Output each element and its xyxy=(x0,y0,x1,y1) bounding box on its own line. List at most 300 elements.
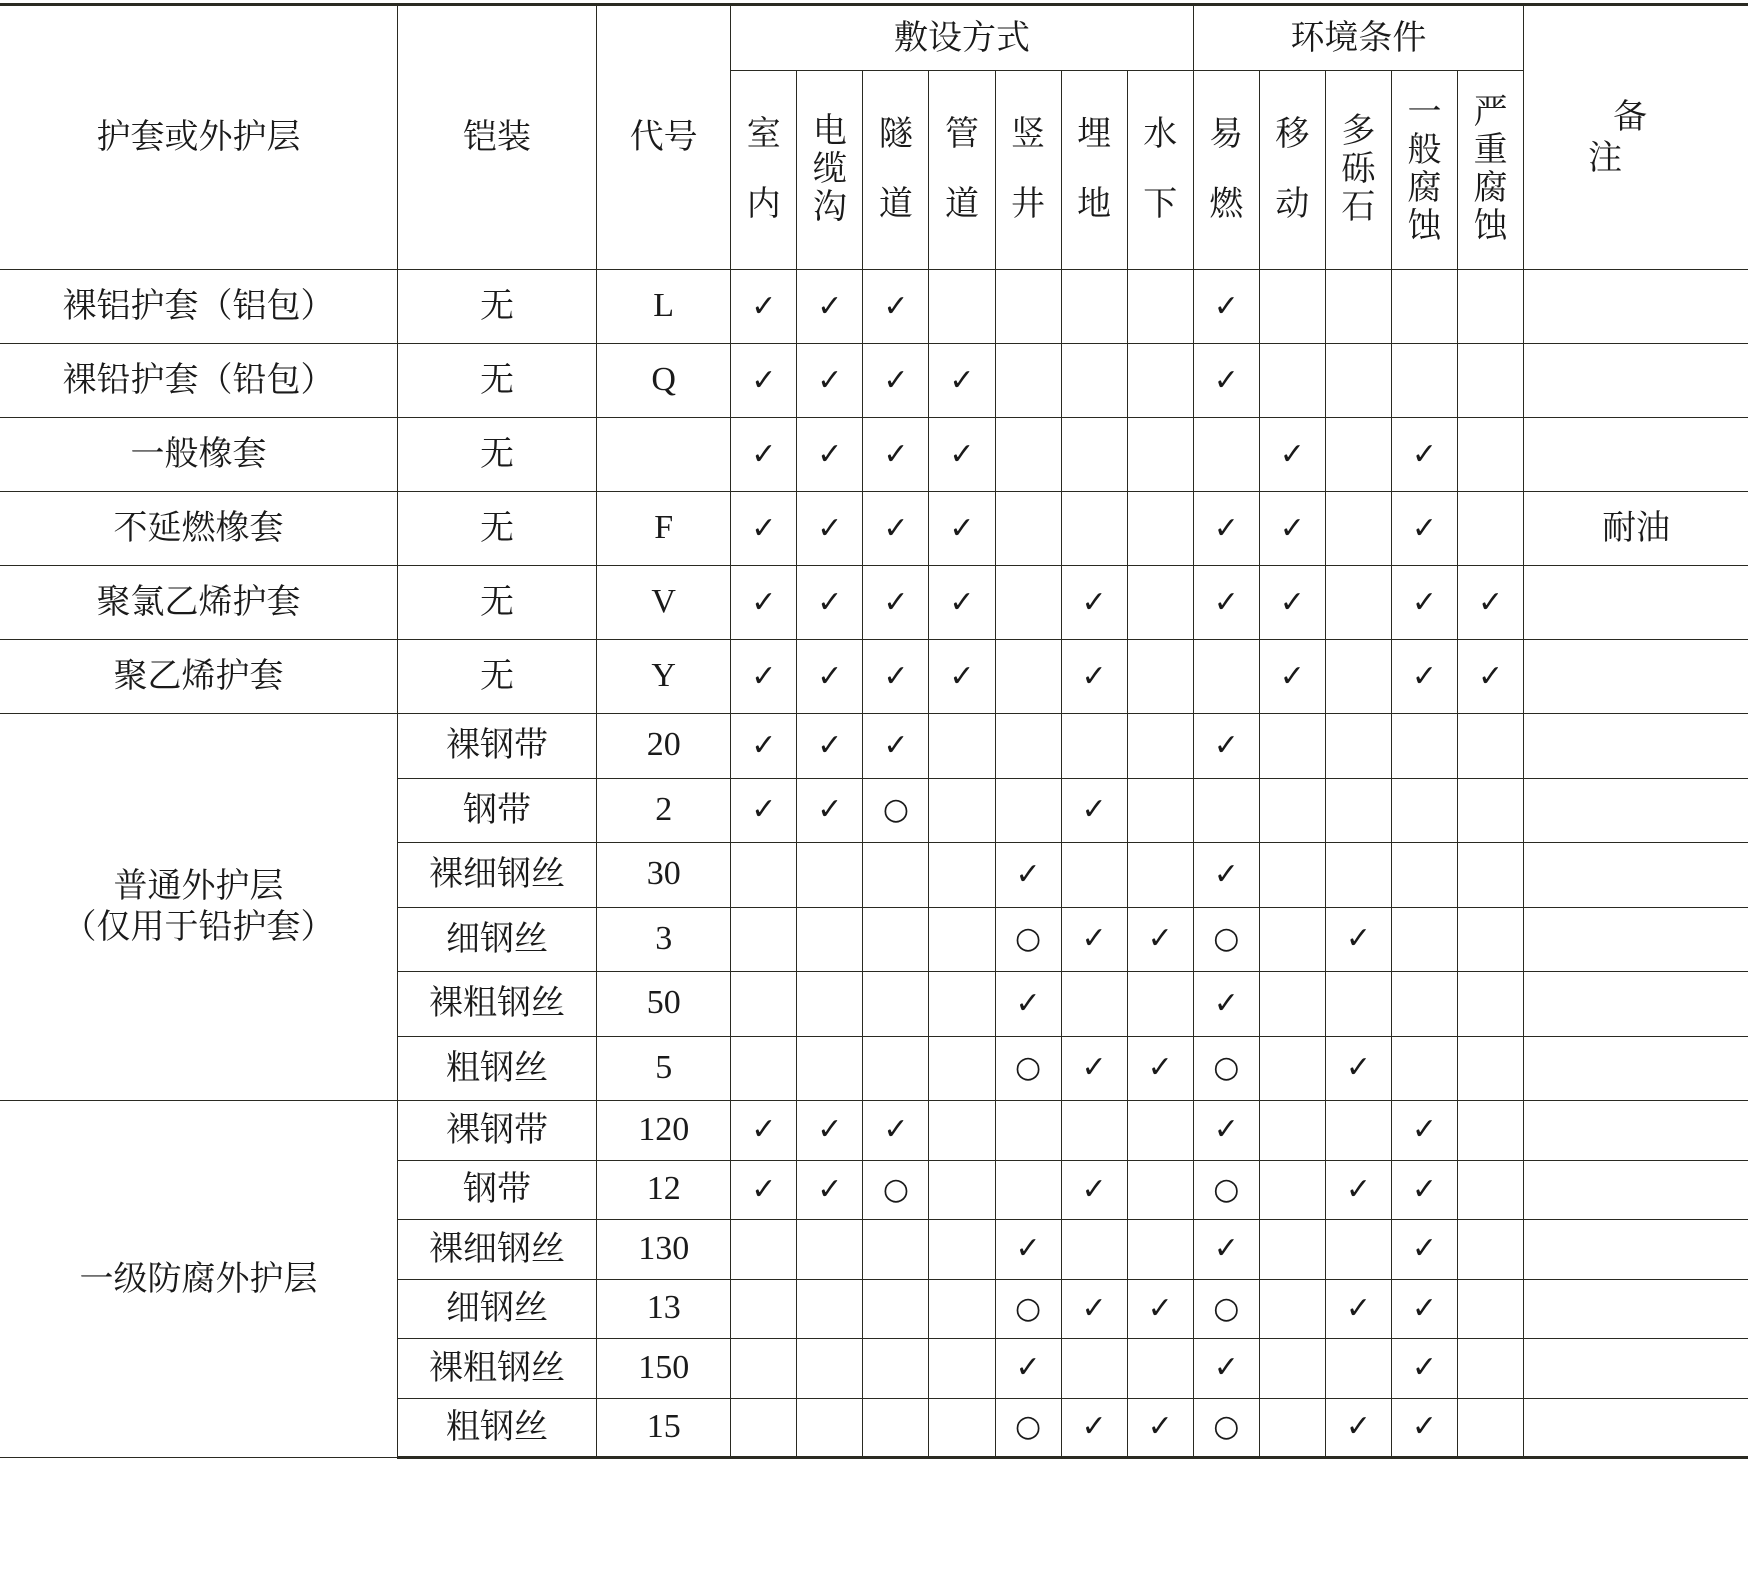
table-row xyxy=(0,566,1748,640)
mark-cell xyxy=(1127,1220,1193,1280)
mark-cell: ✓ xyxy=(797,714,863,779)
mark-cell xyxy=(1259,344,1325,418)
mark-cell xyxy=(1259,1279,1325,1339)
mark-cell xyxy=(995,418,1061,492)
mark-cell xyxy=(1127,843,1193,908)
mark-cell: ✓ xyxy=(1193,1339,1259,1399)
mark-cell xyxy=(1259,907,1325,972)
mark-cell xyxy=(731,1220,797,1280)
remark-cell xyxy=(1524,778,1748,843)
mark-cell: ✓ xyxy=(731,270,797,344)
header-laying-label xyxy=(1011,115,1045,223)
mark-cell: ✓ xyxy=(1193,1220,1259,1280)
mark-cell xyxy=(1061,418,1127,492)
mark-cell: ✓ xyxy=(1325,1036,1391,1101)
mark-cell xyxy=(1259,1398,1325,1458)
mark-cell xyxy=(1259,1339,1325,1399)
mark-cell: ○ xyxy=(863,1160,929,1220)
mark-cell: ✓ xyxy=(1325,1279,1391,1339)
header-laying-label xyxy=(1077,115,1111,223)
mark-cell xyxy=(863,972,929,1037)
armor-cell: 裸钢带 xyxy=(397,1101,596,1161)
group-sheath-cell xyxy=(0,714,397,1101)
header-laying-col-3 xyxy=(929,71,995,270)
mark-cell: ✓ xyxy=(995,1220,1061,1280)
mark-cell: ○ xyxy=(1193,1036,1259,1101)
mark-cell: ○ xyxy=(995,1398,1061,1458)
mark-cell: ✓ xyxy=(1193,972,1259,1037)
code-cell: 5 xyxy=(597,1036,731,1101)
code-cell: 20 xyxy=(597,714,731,779)
mark-cell xyxy=(797,1339,863,1399)
mark-cell: ✓ xyxy=(1061,1160,1127,1220)
code-cell: F xyxy=(597,492,731,566)
mark-cell xyxy=(1127,1160,1193,1220)
mark-cell: ✓ xyxy=(1325,1398,1391,1458)
mark-cell xyxy=(797,907,863,972)
armor-cell: 钢带 xyxy=(397,1160,596,1220)
armor-cell: 裸细钢丝 xyxy=(397,1220,596,1280)
mark-cell xyxy=(1391,714,1457,779)
mark-cell xyxy=(731,1339,797,1399)
remark-cell xyxy=(1524,1160,1748,1220)
mark-cell xyxy=(1391,778,1457,843)
mark-cell xyxy=(1127,778,1193,843)
mark-cell xyxy=(1325,640,1391,714)
mark-cell: ✓ xyxy=(797,778,863,843)
mark-cell: ✓ xyxy=(797,492,863,566)
mark-cell xyxy=(929,1160,995,1220)
mark-cell xyxy=(995,344,1061,418)
header-char: 移 xyxy=(1275,114,1310,155)
mark-cell: ✓ xyxy=(929,418,995,492)
header-laying-label xyxy=(1143,115,1177,223)
header-code: 代号 xyxy=(597,5,731,270)
mark-cell xyxy=(1259,1101,1325,1161)
mark-cell: ✓ xyxy=(863,492,929,566)
mark-cell: ✓ xyxy=(797,1101,863,1161)
header-char: 砾 xyxy=(1341,149,1376,190)
header-char: 一 xyxy=(1407,91,1442,132)
mark-cell: ✓ xyxy=(797,566,863,640)
mark-cell: ✓ xyxy=(731,640,797,714)
mark-cell xyxy=(929,714,995,779)
armor-cell: 无 xyxy=(397,418,596,492)
header-laying-group: 敷设方式 xyxy=(731,5,1194,71)
mark-cell xyxy=(797,972,863,1037)
header-char: 蚀 xyxy=(1473,206,1508,247)
header-laying-label xyxy=(813,112,847,226)
header-char: 室 xyxy=(746,114,781,155)
remark-cell xyxy=(1524,843,1748,908)
table-row xyxy=(0,418,1748,492)
mark-cell: ○ xyxy=(995,1279,1061,1339)
mark-cell xyxy=(1458,714,1524,779)
mark-cell: ✓ xyxy=(1061,1279,1127,1339)
mark-cell xyxy=(797,1279,863,1339)
mark-cell: ✓ xyxy=(731,344,797,418)
header-laying-col-0 xyxy=(731,71,797,270)
mark-cell xyxy=(1325,1339,1391,1399)
mark-cell: ✓ xyxy=(929,492,995,566)
remark-cell xyxy=(1524,270,1748,344)
mark-cell xyxy=(1325,270,1391,344)
header-char: 易 xyxy=(1209,114,1244,155)
mark-cell xyxy=(1259,843,1325,908)
cable-sheath-table-wrapper xyxy=(0,3,1748,1459)
header-env-col-0 xyxy=(1193,71,1259,270)
header-char: 竖 xyxy=(1011,114,1046,155)
armor-cell: 粗钢丝 xyxy=(397,1398,596,1458)
header-char: 重 xyxy=(1473,130,1508,171)
mark-cell: ✓ xyxy=(1193,843,1259,908)
mark-cell: ✓ xyxy=(731,1101,797,1161)
mark-cell: ✓ xyxy=(1193,566,1259,640)
armor-cell: 细钢丝 xyxy=(397,1279,596,1339)
mark-cell xyxy=(1325,492,1391,566)
header-char: 腐 xyxy=(1407,168,1442,209)
mark-cell xyxy=(1391,907,1457,972)
code-cell xyxy=(597,418,731,492)
mark-cell xyxy=(863,1339,929,1399)
armor-cell: 粗钢丝 xyxy=(397,1036,596,1101)
mark-cell: ✓ xyxy=(995,843,1061,908)
header-laying-col-4 xyxy=(995,71,1061,270)
armor-cell: 裸粗钢丝 xyxy=(397,1339,596,1399)
header-char: 般 xyxy=(1407,130,1442,171)
sheath-cell: 裸铅护套（铅包） xyxy=(0,344,397,418)
mark-cell xyxy=(863,843,929,908)
mark-cell xyxy=(1127,492,1193,566)
mark-cell xyxy=(1127,418,1193,492)
mark-cell xyxy=(863,1398,929,1458)
header-laying-col-5 xyxy=(1061,71,1127,270)
mark-cell xyxy=(1061,492,1127,566)
mark-cell xyxy=(1061,1101,1127,1161)
mark-cell: ✓ xyxy=(797,270,863,344)
mark-cell: ✓ xyxy=(797,418,863,492)
remark-cell xyxy=(1524,1279,1748,1339)
table-row xyxy=(0,492,1748,566)
mark-cell xyxy=(1458,418,1524,492)
mark-cell: ✓ xyxy=(797,1160,863,1220)
mark-cell xyxy=(1259,714,1325,779)
mark-cell xyxy=(1127,566,1193,640)
header-char: 缆 xyxy=(812,149,847,190)
table-row xyxy=(0,1101,1748,1161)
mark-cell xyxy=(995,1160,1061,1220)
code-cell: 13 xyxy=(597,1279,731,1339)
mark-cell: ✓ xyxy=(1127,1036,1193,1101)
mark-cell xyxy=(1458,1339,1524,1399)
mark-cell: ✓ xyxy=(1391,1279,1457,1339)
header-char: 下 xyxy=(1143,184,1178,225)
mark-cell: ✓ xyxy=(863,566,929,640)
mark-cell xyxy=(1259,270,1325,344)
mark-cell xyxy=(1061,1339,1127,1399)
mark-cell: ✓ xyxy=(1061,778,1127,843)
mark-cell: ✓ xyxy=(1259,566,1325,640)
header-env-label xyxy=(1341,112,1375,226)
mark-cell: ✓ xyxy=(1127,1398,1193,1458)
table-row xyxy=(0,714,1748,779)
mark-cell: ✓ xyxy=(1391,492,1457,566)
header-char: 动 xyxy=(1275,184,1310,225)
mark-cell: ✓ xyxy=(929,640,995,714)
mark-cell: ○ xyxy=(995,1036,1061,1101)
mark-cell: ✓ xyxy=(863,640,929,714)
remark-cell xyxy=(1524,344,1748,418)
armor-cell: 细钢丝 xyxy=(397,907,596,972)
mark-cell: ✓ xyxy=(1193,1101,1259,1161)
armor-cell: 无 xyxy=(397,492,596,566)
mark-cell xyxy=(1325,1220,1391,1280)
mark-cell xyxy=(1259,778,1325,843)
mark-cell xyxy=(1391,843,1457,908)
sheath-cell: 一般橡套 xyxy=(0,418,397,492)
header-env-label xyxy=(1474,93,1508,245)
mark-cell: ✓ xyxy=(863,1101,929,1161)
code-cell: 12 xyxy=(597,1160,731,1220)
mark-cell: ✓ xyxy=(731,418,797,492)
mark-cell xyxy=(995,270,1061,344)
mark-cell: ✓ xyxy=(731,778,797,843)
mark-cell: ✓ xyxy=(1391,418,1457,492)
mark-cell: ✓ xyxy=(863,418,929,492)
mark-cell: ✓ xyxy=(929,344,995,418)
header-char: 电 xyxy=(812,111,847,152)
mark-cell xyxy=(731,1279,797,1339)
mark-cell xyxy=(1061,972,1127,1037)
mark-cell xyxy=(731,972,797,1037)
remark-cell xyxy=(1524,1101,1748,1161)
mark-cell: ✓ xyxy=(1193,714,1259,779)
mark-cell xyxy=(863,1036,929,1101)
mark-cell xyxy=(1391,270,1457,344)
mark-cell: ✓ xyxy=(1259,640,1325,714)
code-cell: 2 xyxy=(597,778,731,843)
mark-cell xyxy=(1325,778,1391,843)
header-char: 石 xyxy=(1341,187,1376,228)
mark-cell xyxy=(797,1220,863,1280)
mark-cell: ✓ xyxy=(731,1160,797,1220)
sheath-cell: 不延燃橡套 xyxy=(0,492,397,566)
header-row-1 xyxy=(0,5,1748,71)
armor-cell: 裸钢带 xyxy=(397,714,596,779)
header-char: 水 xyxy=(1143,114,1178,155)
code-cell: Y xyxy=(597,640,731,714)
header-sheath: 护套或外护层 xyxy=(0,5,397,270)
header-char: 严 xyxy=(1473,91,1508,132)
mark-cell: ○ xyxy=(1193,1279,1259,1339)
mark-cell: ○ xyxy=(995,907,1061,972)
header-env-label xyxy=(1209,115,1243,223)
mark-cell: ✓ xyxy=(1325,1160,1391,1220)
table-row xyxy=(0,344,1748,418)
mark-cell: ✓ xyxy=(1391,1339,1457,1399)
armor-cell: 裸粗钢丝 xyxy=(397,972,596,1037)
mark-cell xyxy=(1127,1339,1193,1399)
mark-cell xyxy=(1061,270,1127,344)
mark-cell xyxy=(929,1220,995,1280)
armor-cell: 钢带 xyxy=(397,778,596,843)
mark-cell: ✓ xyxy=(1127,1279,1193,1339)
mark-cell xyxy=(1325,1101,1391,1161)
mark-cell: ✓ xyxy=(1259,492,1325,566)
mark-cell: ✓ xyxy=(1325,907,1391,972)
mark-cell xyxy=(995,714,1061,779)
mark-cell: ✓ xyxy=(1193,344,1259,418)
mark-cell xyxy=(929,907,995,972)
mark-cell xyxy=(1259,1220,1325,1280)
header-remark xyxy=(1524,5,1748,270)
mark-cell: ✓ xyxy=(797,640,863,714)
code-cell: 15 xyxy=(597,1398,731,1458)
mark-cell xyxy=(863,907,929,972)
mark-cell xyxy=(1391,344,1457,418)
remark-cell xyxy=(1524,714,1748,779)
mark-cell xyxy=(1325,843,1391,908)
mark-cell xyxy=(1193,778,1259,843)
mark-cell xyxy=(929,1036,995,1101)
mark-cell xyxy=(1127,972,1193,1037)
code-cell: 120 xyxy=(597,1101,731,1161)
mark-cell xyxy=(1127,1101,1193,1161)
code-cell: Q xyxy=(597,344,731,418)
header-char: 道 xyxy=(944,184,979,225)
header-char: 内 xyxy=(746,184,781,225)
cable-sheath-table xyxy=(0,3,1748,1459)
code-cell: 3 xyxy=(597,907,731,972)
mark-cell: ✓ xyxy=(1458,566,1524,640)
header-env-col-4 xyxy=(1458,71,1524,270)
code-cell: 50 xyxy=(597,972,731,1037)
armor-cell: 裸细钢丝 xyxy=(397,843,596,908)
code-cell: 130 xyxy=(597,1220,731,1280)
header-char: 埋 xyxy=(1077,114,1112,155)
mark-cell: ○ xyxy=(1193,1398,1259,1458)
mark-cell: ✓ xyxy=(995,1339,1061,1399)
mark-cell: ✓ xyxy=(1391,640,1457,714)
mark-cell xyxy=(731,1036,797,1101)
mark-cell: ✓ xyxy=(863,714,929,779)
mark-cell xyxy=(995,778,1061,843)
mark-cell xyxy=(995,566,1061,640)
mark-cell xyxy=(929,1339,995,1399)
header-env-col-2 xyxy=(1325,71,1391,270)
mark-cell xyxy=(1325,418,1391,492)
mark-cell xyxy=(1061,714,1127,779)
header-env-col-1 xyxy=(1259,71,1325,270)
mark-cell: ✓ xyxy=(1127,907,1193,972)
mark-cell xyxy=(1458,843,1524,908)
mark-cell xyxy=(1458,1220,1524,1280)
remark-cell xyxy=(1524,1036,1748,1101)
remark-cell xyxy=(1524,640,1748,714)
mark-cell: ✓ xyxy=(1061,907,1127,972)
mark-cell xyxy=(1458,778,1524,843)
mark-cell xyxy=(1458,344,1524,418)
mark-cell xyxy=(797,1398,863,1458)
mark-cell: ✓ xyxy=(863,344,929,418)
remark-cell xyxy=(1524,1220,1748,1280)
mark-cell: ✓ xyxy=(1193,492,1259,566)
mark-cell xyxy=(1127,640,1193,714)
header-char: 燃 xyxy=(1209,184,1244,225)
header-env-label xyxy=(1407,93,1441,245)
header-laying-col-2 xyxy=(863,71,929,270)
sheath-cell: 聚氯乙烯护套 xyxy=(0,566,397,640)
remark-cell xyxy=(1524,907,1748,972)
header-char: 井 xyxy=(1011,184,1046,225)
code-cell: 30 xyxy=(597,843,731,908)
table-row xyxy=(0,640,1748,714)
group-sheath-line: （仅用于铅护套） xyxy=(62,907,335,947)
mark-cell xyxy=(797,843,863,908)
header-char: 管 xyxy=(944,114,979,155)
header-laying-col-1 xyxy=(797,71,863,270)
code-cell: V xyxy=(597,566,731,640)
mark-cell: ✓ xyxy=(1391,1220,1457,1280)
mark-cell xyxy=(1458,972,1524,1037)
group-sheath-cell xyxy=(0,1101,397,1458)
mark-cell: ✓ xyxy=(731,714,797,779)
mark-cell xyxy=(863,1279,929,1339)
mark-cell xyxy=(1061,843,1127,908)
sheath-cell: 裸铝护套（铝包） xyxy=(0,270,397,344)
mark-cell xyxy=(1259,972,1325,1037)
mark-cell xyxy=(731,1398,797,1458)
mark-cell xyxy=(1127,344,1193,418)
mark-cell xyxy=(929,1398,995,1458)
mark-cell xyxy=(1325,714,1391,779)
mark-cell: ✓ xyxy=(863,270,929,344)
mark-cell xyxy=(995,640,1061,714)
mark-cell xyxy=(929,1101,995,1161)
mark-cell: ✓ xyxy=(1391,566,1457,640)
remark-cell: 耐油 xyxy=(1524,492,1748,566)
mark-cell xyxy=(1325,566,1391,640)
mark-cell xyxy=(863,1220,929,1280)
group-sheath-line: 一级防腐外护层 xyxy=(79,1258,318,1299)
mark-cell: ✓ xyxy=(1391,1398,1457,1458)
code-cell: L xyxy=(597,270,731,344)
mark-cell: ✓ xyxy=(995,972,1061,1037)
mark-cell: ✓ xyxy=(1193,270,1259,344)
mark-cell xyxy=(1391,1036,1457,1101)
remark-cell xyxy=(1524,418,1748,492)
mark-cell: ✓ xyxy=(929,566,995,640)
mark-cell xyxy=(1458,907,1524,972)
armor-cell: 无 xyxy=(397,344,596,418)
header-laying-label xyxy=(879,115,913,223)
mark-cell xyxy=(1193,418,1259,492)
mark-cell: ✓ xyxy=(1458,640,1524,714)
mark-cell: ✓ xyxy=(1061,1398,1127,1458)
mark-cell xyxy=(1127,714,1193,779)
mark-cell xyxy=(995,492,1061,566)
header-env-label xyxy=(1275,115,1309,223)
mark-cell: ✓ xyxy=(1391,1101,1457,1161)
mark-cell xyxy=(1061,1220,1127,1280)
mark-cell xyxy=(1458,1279,1524,1339)
mark-cell xyxy=(1325,972,1391,1037)
mark-cell xyxy=(1458,1101,1524,1161)
mark-cell xyxy=(929,778,995,843)
mark-cell xyxy=(1193,640,1259,714)
remark-cell xyxy=(1524,1398,1748,1458)
header-armor: 铠装 xyxy=(397,5,596,270)
